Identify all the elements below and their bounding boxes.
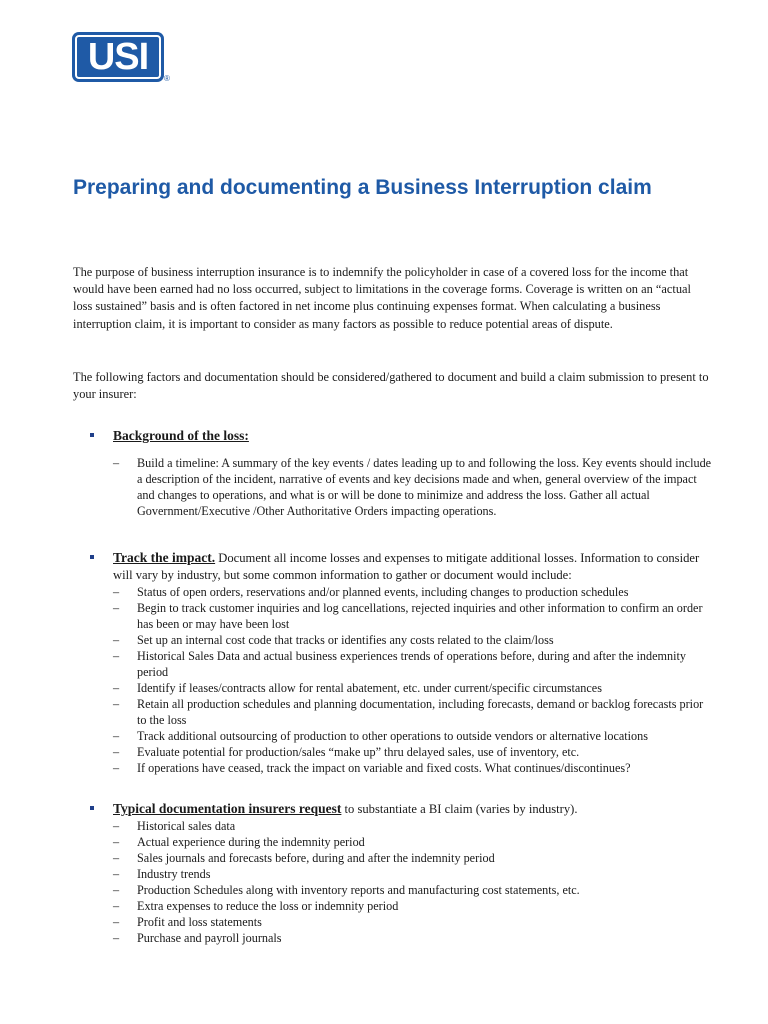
section-title: Typical documentation insurers request: [113, 801, 342, 816]
list-item: – If operations have ceased, track the impact on variable and fixed costs. What continues/discontinues?: [113, 761, 631, 775]
factors-intro-paragraph: The following factors and documentation should be considered/gathered to document and build a claim submission to present to your insurer:: [73, 370, 709, 402]
list-item: – Actual experience during the indemnity period: [113, 835, 365, 849]
bullet-list: [90, 455, 712, 519]
dash-icon: –: [113, 819, 120, 833]
list-item: – Historical sales data: [113, 819, 236, 833]
dash-icon: –: [113, 585, 120, 599]
registered-mark: ®: [164, 74, 170, 83]
list-item: – Set up an internal cost code that tracks or identifies any costs related to the claim/loss: [113, 633, 554, 647]
usi-logo: [72, 32, 164, 82]
list-item: – Retain all production schedules and planning documentation, including forecasts, demand or backlog forecasts prior to the loss: [113, 697, 704, 727]
page-title: Preparing and documenting a Business Interruption claim: [73, 176, 652, 199]
section-heading: [90, 800, 712, 818]
dash-icon: –: [113, 601, 120, 615]
list-item: – Industry trends: [113, 867, 211, 881]
dash-icon: –: [113, 883, 120, 897]
dash-icon: –: [113, 649, 120, 663]
dash-icon: –: [113, 899, 120, 913]
dash-icon: –: [113, 745, 120, 759]
bullet-list: [90, 818, 712, 946]
section-title: Track the impact.: [113, 550, 216, 565]
square-bullet-icon: [90, 555, 94, 559]
list-item: – Extra expenses to reduce the loss or indemnity period: [113, 899, 399, 913]
section-text: Document all income losses and expenses to mitigate additional losses. Information to consider will vary by industry, but some common information to gather or document would include:: [113, 551, 700, 582]
square-bullet-icon: [90, 806, 94, 810]
dash-icon: –: [113, 851, 120, 865]
dash-icon: –: [113, 931, 120, 945]
dash-icon: –: [113, 456, 120, 470]
list-item: – Sales journals and forecasts before, during and after the indemnity period: [113, 851, 495, 865]
dash-icon: –: [113, 633, 120, 647]
section-text: to substantiate a BI claim (varies by industry).: [341, 802, 578, 816]
dash-icon: –: [113, 697, 120, 711]
list-item: – Evaluate potential for production/sales “make up” thru delayed sales, use of inventory, etc.: [113, 745, 580, 759]
bullet-list: [90, 584, 712, 776]
list-item: – Production Schedules along with inventory reports and manufacturing cost statements, etc.: [113, 883, 580, 897]
list-item: – Status of open orders, reservations and/or planned events, including changes to production schedules: [113, 585, 629, 599]
list-item: – Begin to track customer inquiries and log cancellations, rejected inquiries and other information to confirm an order has been or may have been lost: [113, 601, 703, 631]
dash-icon: –: [113, 761, 120, 775]
list-item: – Identify if leases/contracts allow for rental abatement, etc. under current/specific circumstances: [113, 681, 602, 695]
dash-icon: –: [113, 915, 120, 929]
square-bullet-icon: [90, 433, 94, 437]
list-item: – Profit and loss statements: [113, 915, 262, 929]
section-heading: [90, 549, 712, 584]
section-track-impact: [90, 549, 712, 776]
dash-icon: –: [113, 729, 120, 743]
section-background: [90, 427, 712, 519]
section-heading: [90, 427, 712, 445]
dash-icon: –: [113, 681, 120, 695]
section-title: Background of the loss:: [113, 428, 249, 443]
dash-icon: –: [113, 835, 120, 849]
list-item: – Purchase and payroll journals: [113, 931, 282, 945]
logo-text: USI: [87, 36, 149, 78]
list-item: – Build a timeline: A summary of the key events / dates leading up to and following the loss. Key events should include a description of the incident, narrative of events and key decisions made and when, general overview of the impact and changes to operations, and what is or will be done to minimize and address the loss. Gather all actual Government/Executive /Other Authoritative Orders impacting operations.: [113, 456, 712, 518]
section-typical-documentation: [90, 800, 712, 946]
intro-paragraph: The purpose of business interruption insurance is to indemnify the policyholder in case of a covered loss for the income that would have been earned had no loss occurred, subject to limitations in the coverage forms. Coverage is written on an “actual loss sustained” basis and is often factored in net income plus continuing expenses format. When calculating a business interruption claim, it is important to consider as many factors as possible to reduce potential areas of dispute.: [73, 265, 691, 331]
list-item: – Historical Sales Data and actual business experiences trends of operations before, during and after the indemnity period: [113, 649, 686, 679]
dash-icon: –: [113, 867, 120, 881]
list-item: – Track additional outsourcing of production to other operations to outside vendors or alternative locations: [113, 729, 648, 743]
